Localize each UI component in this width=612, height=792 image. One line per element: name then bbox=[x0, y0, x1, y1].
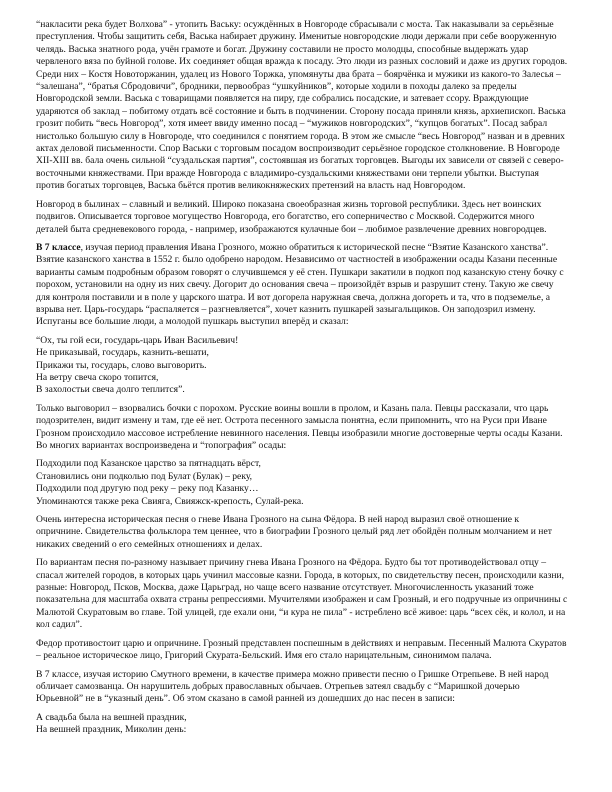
verse-line: Подходили под другую под реку – реку под Казанку… bbox=[36, 483, 259, 495]
verse-line: А свадьба была на вешней праздник, bbox=[36, 711, 187, 723]
verse-line: Становились они подколью под Булат (Булак) – реку, bbox=[36, 470, 253, 482]
paragraph-ivan-fyodor: Очень интересна историческая песня о гневе Ивана Грозного на сына Фёдора. В ней народ выразил своё отношение к опричнине. Свидетельства фольклора тем ценнее, что в биографии Грозного целый ряд лет обойдён полным молчанием и нет никаких сведений о его семейных отношениях и делах. bbox=[36, 514, 552, 550]
verse-siege-topography bbox=[36, 458, 568, 508]
paragraph-vaska-buslaev: “накласити река будет Волхова” - утопить Ваську: осуждённых в Новгороде сбрасывали с моста. Так наказывали за серьёзные преступления. Чтобы защитить себя, Васька набирает дружину. Именитые новгородские люди держали при себе вооруженную челядь. Васька знатного рода, учён грамоте и богат. Дружину составили не просто молодцы, способные выдержать удар червленого вяза по буйной голове. Их соединяет общая вражда к посаду. Это люди из разных сословий и даже из других городов. Среди них – Костя Новоторжанин, удалец из Нового Торжка, упомянуты два брата – боярчёнка и мужики из какого-то Залесья – “залешана”, “братья Сбродовичи”, бродники, первообраз “ушкуйников”, которые ходили в походы далеко за пределы Новгородской земли. Васька с товарищами появляется на пиру, где собрались посадские, и затевает ссору. Враждующие ударяются об заклад – побитому отдать всё состояние и быть в подчинении. Сторону посада приняли князь, архиепископ. Васька грозит побить “весь Новгород”, хотя имеет ввиду именно посад – “мужиков новгородских”, “купцов богатых”. Посад забрал нистолько большую силу в Новгороде, что соединился с понятием города. В этом же смысле “весь Новгород” назван и в древних актах деловой письменности. Спор Васьки с торговым посадом воспроизводит серьёзное городское столкновение. В Новгороде XII-XIII вв. бала очень сильной “суздальская партия”, состоявшая из богатых торговцев. Выгоды их зависели от связей с северо-восточными княжествами. При вражде Новгорода с владимиро-суздальскими княжествами они терпели убытки. Выступая против богатых торговцев, Васька бьётся против великокняжеских претензий на власть над Новгородом. bbox=[36, 19, 568, 192]
paragraph-otrepyev: В 7 классе, изучая историю Смутного времени, в качестве примера можно привести песню о Гришке Отрепьеве. В ней народ обличает самозванца. Он нарушитель добрых православных обычаев. Отрепьев затеял свадьбу с “Маришкой дочерью Юрьевной” не в “указный день”. Об этом сказано в самой ранней из дошедших до нас песен в записи: bbox=[36, 668, 549, 705]
paragraph-explosion: Только выговорил – взорвались бочки с порохом. Русские воины вошли в пролом, и Казань пала. Певцы рассказали, что царь подозрителен, видит измену и там, где её нет. Острота песенного замысла понятна, если припомнить, что на Руси при Иване Грозном происходило массовое истребление невинного населения. Певцы изобразили многие достоверные черты осады Казани. Во многих вариантах воспроизведена и “топография” осады: bbox=[36, 402, 563, 451]
verse-line: На ветру свеча скоро топится, bbox=[36, 371, 159, 383]
verse-line: Прикажи ты, государь, слово выговорить. bbox=[36, 359, 207, 371]
verse-line: Подходили под Казанское царство за пятнадцать вёрст, bbox=[36, 458, 261, 470]
paragraph-fyodor-oprichnina: Федор противостоит царю и опричнине. Грозный представлен поспешным в действиях и неправым. Песенный Малюта Скуратов – реальное историческое лицо, Григорий Скурата-Бельский. Имя его стало нарицательным, синонимом палача. bbox=[36, 637, 567, 662]
paragraph-kazan-text: , изучая период правления Ивана Грозного, можно обратиться к исторической песне “Взятие Казанского ханства”. Взятие казанского ханства в 1552 г. было одобрено народом. Независимо от частностей в изображении осады Казани песенные варианты самым подробным образом говорят о случившемся у её стен. Пушкари закатили в подкоп под казанскую стену бочку с порохом, установили на одну из них свечу. Догорит до основания свеча – произойдёт взрыв и разрушит стену. Такую же свечу для контроля поставили и в поле у царского шатра. И вот догорела наружная свеча, должна догореть и та, что в подземелье, а взрыва нет. Царь-государь “распаляется – разгневляется”, хочет казнить пушкарей зазыгальщиков. Он заподозрил измену. Испуганы все большие люди, а молодой пушкарь выступил вперёд и сказал: bbox=[36, 241, 564, 328]
grade-7-heading: В 7 классе bbox=[36, 241, 81, 253]
verse-line: Упоминаются также река Свияга, Свияжск-крепость, Сулай-река. bbox=[36, 495, 304, 507]
paragraph-wrath-reasons: По вариантам песня по-разному называет причину гнева Ивана Грозного на Фёдора. Будто бы тот противодействовал отцу – спасал жителей городов, в которых царь учинил массовые казни. Города, в которых, по свидетельству песен, происходили казни, разные: Новгород, Псков, Москва, даже Царьград, но чаще всего название отсутствует. Многочисленность указаний тоже показательна для масштаба охвата страны репрессиями. Мучителями изображен и сам Грозный, и его подручные из опричнины с Малютой Скуратовым во главе. Той улицей, где ехали они, “и кура не пила” - истреблено всё живое: царь “всех сёк, и колол, и на кол садил”. bbox=[36, 557, 568, 631]
verse-line: “Ох, ты гой еси, государь-царь Иван Васильевич! bbox=[36, 334, 239, 346]
verse-line: Не приказывай, государь, казнить-вешати, bbox=[36, 347, 209, 359]
verse-gunner-speech bbox=[36, 335, 568, 397]
verse-wedding bbox=[36, 712, 568, 737]
paragraph-kazan-capture bbox=[36, 242, 568, 329]
paragraph-novgorod-bylinas: Новгород в былинах – славный и великий. Широко показана своеобразная жизнь торговой республики. Здесь нет воинских подвигов. Описывается торговое могущество Новгорода, его богатство, его соперничество с Москвой. Содержится много деталей быта средневекового города, - например, изображаются кулачные бои – любимое развлечение древних новгородцев. bbox=[36, 198, 547, 235]
verse-line: На вешней праздник, Миколин день: bbox=[36, 724, 187, 736]
verse-line: В захолостьи свеча долго теплится”. bbox=[36, 384, 185, 396]
